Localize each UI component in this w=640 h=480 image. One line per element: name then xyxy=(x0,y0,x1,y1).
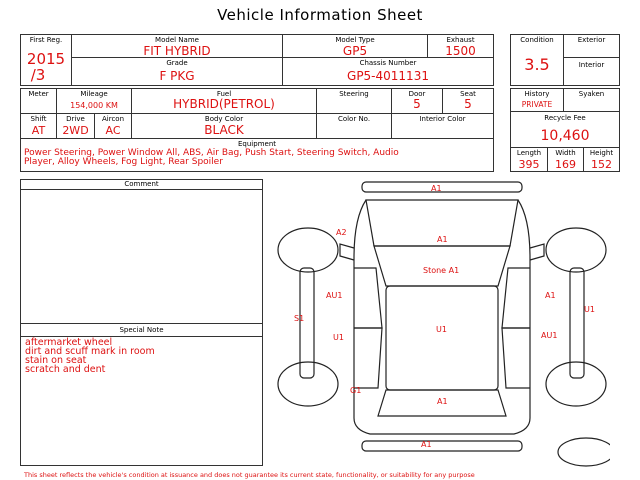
shift-cell xyxy=(20,113,57,139)
seat-cell xyxy=(442,88,494,114)
drive-label: Drive xyxy=(66,115,85,123)
special-note-line-3: stain on seat xyxy=(25,355,87,366)
history-value: PRIVATE xyxy=(521,100,553,109)
damage-hood: A1 xyxy=(437,235,448,244)
left-front-door-shape xyxy=(354,268,382,328)
model-type-label: Model Type xyxy=(335,36,375,44)
damage-right-front-door: A1 xyxy=(545,291,556,300)
disclaimer-footer: This sheet reflects the vehicle's condition at issuance and does not guarantee its current state, functionality, or suitability for any purpose xyxy=(24,471,475,479)
exhaust-cell xyxy=(427,34,494,58)
recycle-fee-label: Recycle Fee xyxy=(544,114,586,122)
body-color-label: Body Color xyxy=(204,115,244,123)
door-cell xyxy=(391,88,443,114)
first-reg-year: 2015 xyxy=(26,50,66,68)
equipment-cell xyxy=(20,138,494,172)
model-name-label: Model Name xyxy=(155,36,199,44)
history-label: History xyxy=(524,90,550,98)
first-reg-month: /3 xyxy=(30,66,46,84)
damage-tailgate: A1 xyxy=(437,397,448,406)
chassis-value: GP5-4011131 xyxy=(347,69,429,83)
condition-label: Condition xyxy=(520,36,554,44)
damage-rear-bumper: A1 xyxy=(421,440,432,449)
aircon-label: Aircon xyxy=(101,115,125,123)
steering-cell xyxy=(316,88,392,114)
width-value: 169 xyxy=(555,158,576,171)
comment-panel xyxy=(20,179,263,324)
interior-color-label: Interior Color xyxy=(419,115,466,123)
fuel-value: HYBRID(PETROL) xyxy=(173,97,275,111)
aircon-value: AC xyxy=(105,124,121,137)
mileage-cell xyxy=(56,88,132,114)
exterior-cell xyxy=(563,34,620,58)
chassis-label: Chassis Number xyxy=(359,59,417,67)
damage-windshield: Stone A1 xyxy=(423,266,460,275)
recycle-fee-cell xyxy=(510,111,620,148)
history-cell xyxy=(510,88,564,112)
shift-value: AT xyxy=(31,124,46,137)
interior-color-cell xyxy=(391,113,494,139)
drive-value: 2WD xyxy=(62,124,89,137)
height-cell xyxy=(583,147,620,172)
damage-left-sill: S1 xyxy=(294,314,305,323)
color-no-cell xyxy=(316,113,392,139)
steering-label: Steering xyxy=(339,90,369,98)
front-left-wheel xyxy=(278,228,338,272)
special-note-label: Special Note xyxy=(119,326,164,334)
meter-label: Meter xyxy=(28,90,49,98)
special-note-panel xyxy=(20,323,263,466)
fuel-label: Fuel xyxy=(216,90,232,98)
syaken-label: Syaken xyxy=(578,90,605,98)
grade-label: Grade xyxy=(166,59,188,67)
condition-value: 3.5 xyxy=(524,55,550,74)
aircon-cell xyxy=(94,113,132,139)
shift-label: Shift xyxy=(30,115,47,123)
interior-label: Interior xyxy=(578,61,605,69)
damage-hood-corner: A2 xyxy=(336,228,347,237)
body-color-cell xyxy=(131,113,317,139)
interior-cell xyxy=(563,57,620,86)
right-front-door-shape xyxy=(502,268,530,328)
width-label: Width xyxy=(555,149,576,157)
grade-cell xyxy=(71,57,283,86)
damage-roof: U1 xyxy=(436,325,447,334)
special-note-line-4: scratch and dent xyxy=(25,364,106,375)
length-value: 395 xyxy=(518,158,540,171)
height-value: 152 xyxy=(591,158,612,171)
model-type-value: GP5 xyxy=(342,44,368,58)
width-cell xyxy=(547,147,584,172)
condition-cell xyxy=(510,34,564,86)
fuel-cell xyxy=(131,88,317,114)
front-right-wheel xyxy=(546,228,606,272)
comment-label: Comment xyxy=(124,180,159,188)
body-color-value: BLACK xyxy=(204,123,244,137)
damage-right-rear-door: AU1 xyxy=(541,331,558,340)
length-cell xyxy=(510,147,548,172)
damage-top-bumper: A1 xyxy=(431,184,442,193)
special-note-line-2: dirt and scuff mark in room xyxy=(25,346,155,357)
front-bumper-shape xyxy=(362,182,522,192)
right-mirror xyxy=(530,244,544,260)
mileage-value: 154,000 KM xyxy=(70,101,118,110)
door-label: Door xyxy=(408,90,426,98)
damage-rear-left: G1 xyxy=(350,386,362,395)
exterior-label: Exterior xyxy=(577,36,606,44)
damage-right-rear-panel: U1 xyxy=(584,305,595,314)
color-no-label: Color No. xyxy=(337,115,371,123)
damage-left-front-door: AU1 xyxy=(326,291,343,300)
meter-cell xyxy=(20,88,57,114)
rear-right-wheel xyxy=(546,362,606,406)
left-rear-door-shape xyxy=(354,328,382,388)
spare-wheel xyxy=(558,438,610,466)
drive-cell xyxy=(56,113,95,139)
model-name-cell xyxy=(71,34,283,58)
equipment-label: Equipment xyxy=(238,140,276,148)
right-rear-door-shape xyxy=(502,328,530,388)
rear-left-wheel xyxy=(278,362,338,406)
damage-left-rear-door: U1 xyxy=(333,333,344,342)
model-name-value: FIT HYBRID xyxy=(143,44,211,58)
grade-value: F PKG xyxy=(159,69,195,83)
length-label: Length xyxy=(516,149,542,157)
chassis-cell xyxy=(282,57,494,86)
recycle-fee-value: 10,460 xyxy=(540,128,590,144)
equipment-line-2: Player, Alloy Wheels, Fog Light, Rear Spoiler xyxy=(24,157,223,167)
sheet-title: Vehicle Information Sheet xyxy=(217,6,423,24)
height-label: Height xyxy=(589,149,614,157)
seat-label: Seat xyxy=(460,90,476,98)
special-note-line-1: aftermarket wheel xyxy=(25,337,113,348)
left-mirror xyxy=(340,244,354,260)
equipment-line-1: Power Steering, Power Window All, ABS, Air Bag, Push Start, Steering Switch, Audio xyxy=(24,148,399,158)
model-type-cell xyxy=(282,34,428,58)
rear-bumper-shape xyxy=(362,441,522,451)
roof-shape xyxy=(386,286,498,390)
door-value: 5 xyxy=(413,97,421,111)
car-damage-diagram xyxy=(270,178,610,468)
syaken-cell xyxy=(563,88,620,112)
first-reg-cell xyxy=(20,34,72,86)
first-reg-label: First Reg. xyxy=(29,36,63,44)
exhaust-value: 1500 xyxy=(445,44,476,58)
exhaust-label: Exhaust xyxy=(446,36,475,44)
mileage-label: Mileage xyxy=(80,90,108,98)
seat-value: 5 xyxy=(464,97,472,111)
